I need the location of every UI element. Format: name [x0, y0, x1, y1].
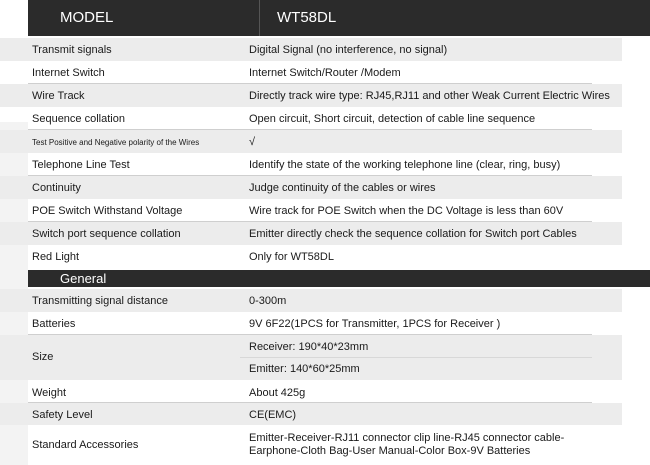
- row-value-secondary: Emitter: 140*60*25mm: [249, 363, 360, 375]
- table-row: [0, 153, 622, 176]
- row-value: Only for WT58DL: [249, 251, 334, 263]
- row-value: Identify the state of the working telephone line (clear, ring, busy): [249, 159, 561, 171]
- table-row: [0, 425, 622, 463]
- table-row: [0, 245, 622, 268]
- row-label: Weight: [32, 387, 67, 399]
- row-value: Emitter directly check the sequence collation for Switch port Cables: [249, 228, 577, 240]
- section-header-general: [28, 270, 650, 287]
- row-label: Transmitting signal distance: [32, 295, 168, 307]
- row-label: POE Switch Withstand Voltage: [32, 205, 183, 217]
- row-label: Test Positive and Negative polarity of the Wires: [32, 138, 200, 147]
- table-row: [0, 222, 622, 245]
- row-value: 0-300m: [249, 295, 287, 307]
- row-value: 9V 6F22(1PCS for Transmitter, 1PCS for Receiver ): [249, 318, 501, 330]
- row-label: Switch port sequence collation: [32, 228, 181, 240]
- row-label: Wire Track: [32, 90, 85, 102]
- table-row: [0, 335, 622, 380]
- row-value-secondary: Earphone-Cloth Bag-User Manual-Color Box-9V Batteries: [249, 445, 531, 457]
- row-label: Size: [32, 351, 54, 363]
- row-label: Standard Accessories: [32, 439, 139, 451]
- row-value: √: [249, 136, 256, 148]
- row-value: Wire track for POE Switch when the DC Voltage is less than 60V: [249, 205, 564, 217]
- table-row: [0, 312, 622, 335]
- row-value: Judge continuity of the cables or wires: [249, 182, 436, 194]
- row-value: Emitter-Receiver-RJ11 connector clip line-RJ45 connector cable-: [249, 432, 565, 444]
- row-subdivider: [240, 357, 592, 358]
- row-value: Digital Signal (no interference, no signal): [249, 44, 448, 56]
- row-value: CE(EMC): [249, 409, 297, 421]
- header-model-value: WT58DL: [277, 9, 337, 26]
- row-value: About 425g: [249, 387, 306, 399]
- table-header: [28, 0, 650, 36]
- row-label: Red Light: [32, 251, 80, 263]
- table-row: [0, 380, 622, 403]
- row-value: Directly track wire type: RJ45,RJ11 and other Weak Current Electric Wires: [249, 90, 610, 102]
- row-label: Transmit signals: [32, 44, 112, 56]
- row-value: Open circuit, Short circuit, detection of cable line sequence: [249, 113, 536, 125]
- row-label: Telephone Line Test: [32, 159, 130, 171]
- row-label: Continuity: [32, 182, 81, 194]
- row-label: Internet Switch: [32, 67, 105, 79]
- row-value: Internet Switch/Router /Modem: [249, 67, 401, 79]
- header-model-label: MODEL: [60, 9, 114, 26]
- table-row: [0, 61, 622, 84]
- section-title: General: [60, 271, 107, 286]
- row-value: Receiver: 190*40*23mm: [249, 341, 369, 353]
- row-label: Safety Level: [32, 409, 93, 421]
- table-row: [0, 38, 622, 61]
- table-row: [0, 107, 622, 130]
- table-row: [0, 199, 622, 222]
- header-divider: [259, 0, 260, 36]
- table-row: [0, 84, 622, 107]
- table-row: [0, 130, 622, 153]
- table-row: [0, 176, 622, 199]
- row-label: Sequence collation: [32, 113, 125, 125]
- table-row: [0, 403, 622, 425]
- table-row: [0, 289, 622, 312]
- row-label: Batteries: [32, 318, 76, 330]
